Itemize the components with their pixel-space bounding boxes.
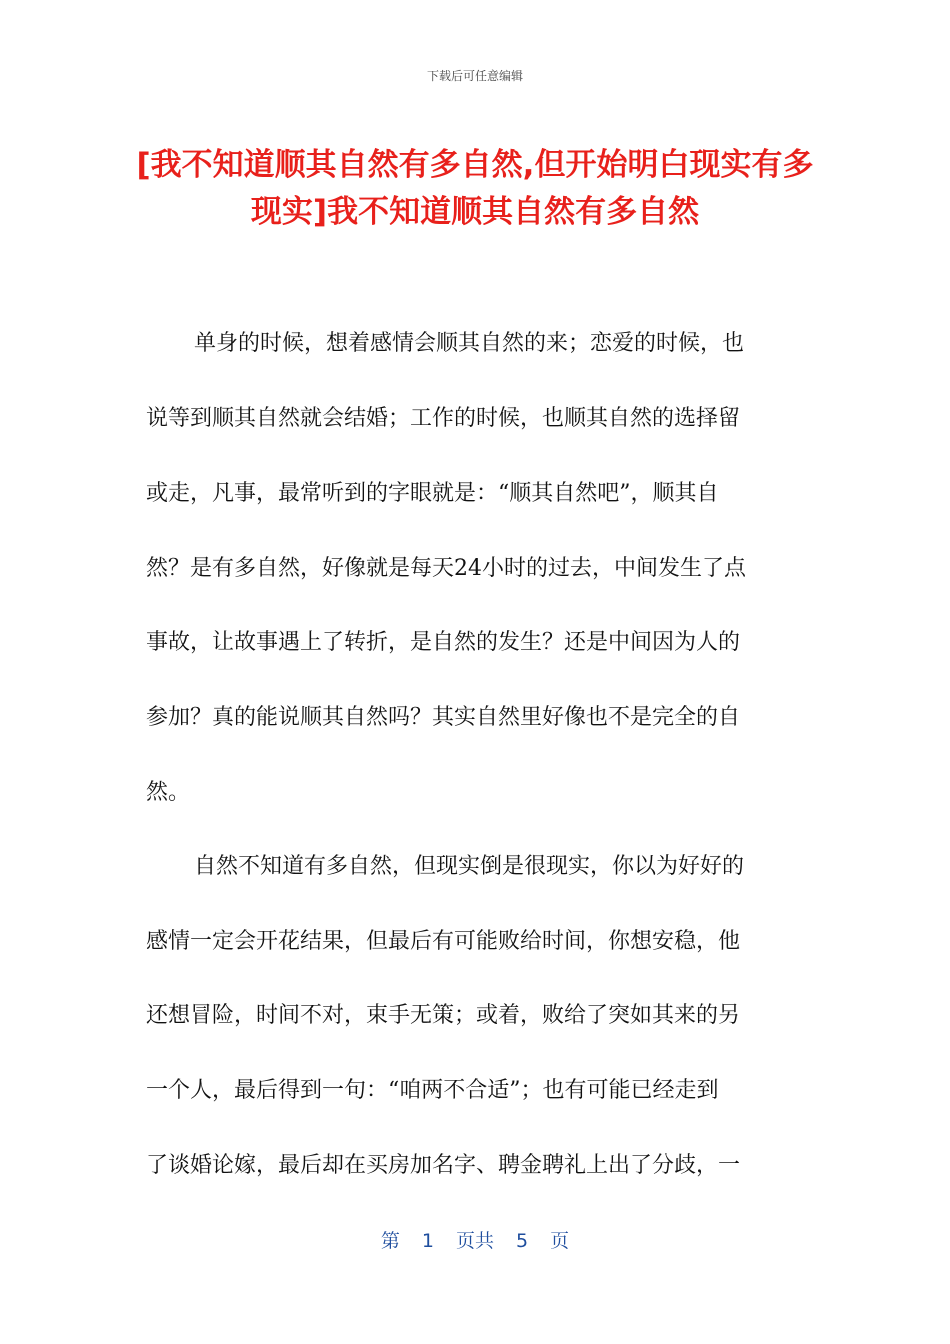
paragraph-line: 参加？真的能说顺其自然吗？其实自然里好像也不是完全的自 (146, 705, 741, 730)
header-note: 下载后可任意编辑 (426, 69, 523, 83)
paragraph-line: 说等到顺其自然就会结婚；工作的时候，也顺其自然的选择留 (146, 406, 741, 431)
page-prefix: 第 (380, 1230, 400, 1252)
page-middle: 页共 (455, 1230, 494, 1252)
paragraph-line: 然。 (146, 780, 191, 805)
total-pages-number: 5 (516, 1230, 529, 1252)
paragraph-line: 了谈婚论嫁，最后却在买房加名字、聘金聘礼上出了分歧，一 (146, 1153, 741, 1178)
paragraph-line: 或走，凡事，最常听到的字眼就是：“顺其自然吧”，顺其自 (146, 481, 719, 506)
page-suffix: 页 (550, 1230, 570, 1252)
paragraph-line: 事故，让故事遇上了转折，是自然的发生？还是中间因为人的 (146, 630, 741, 655)
paragraph-line: 一个人，最后得到一句：“咱两不合适”；也有可能已经走到 (146, 1078, 719, 1103)
page-footer (0, 1226, 950, 1253)
paragraph-line: 自然不知道有多自然，但现实倒是很现实，你以为好好的 (194, 854, 745, 879)
paragraph-line: 然？是有多自然，好像就是每天24小时的过去，中间发生了点 (146, 556, 746, 581)
current-page-number: 1 (421, 1230, 434, 1252)
paragraph-line: 单身的时候，想着感情会顺其自然的来；恋爱的时候，也 (194, 331, 745, 356)
paragraph-line: 感情一定会开花结果，但最后有可能败给时间，你想安稳，他 (146, 929, 741, 954)
paragraph-line: 还想冒险，时间不对，束手无策；或着，败给了突如其来的另 (146, 1003, 741, 1028)
document-title: [我不知道顺其自然有多自然,但开始明白现实有多现实]我不知道顺其自然有多自然 (136, 147, 814, 230)
